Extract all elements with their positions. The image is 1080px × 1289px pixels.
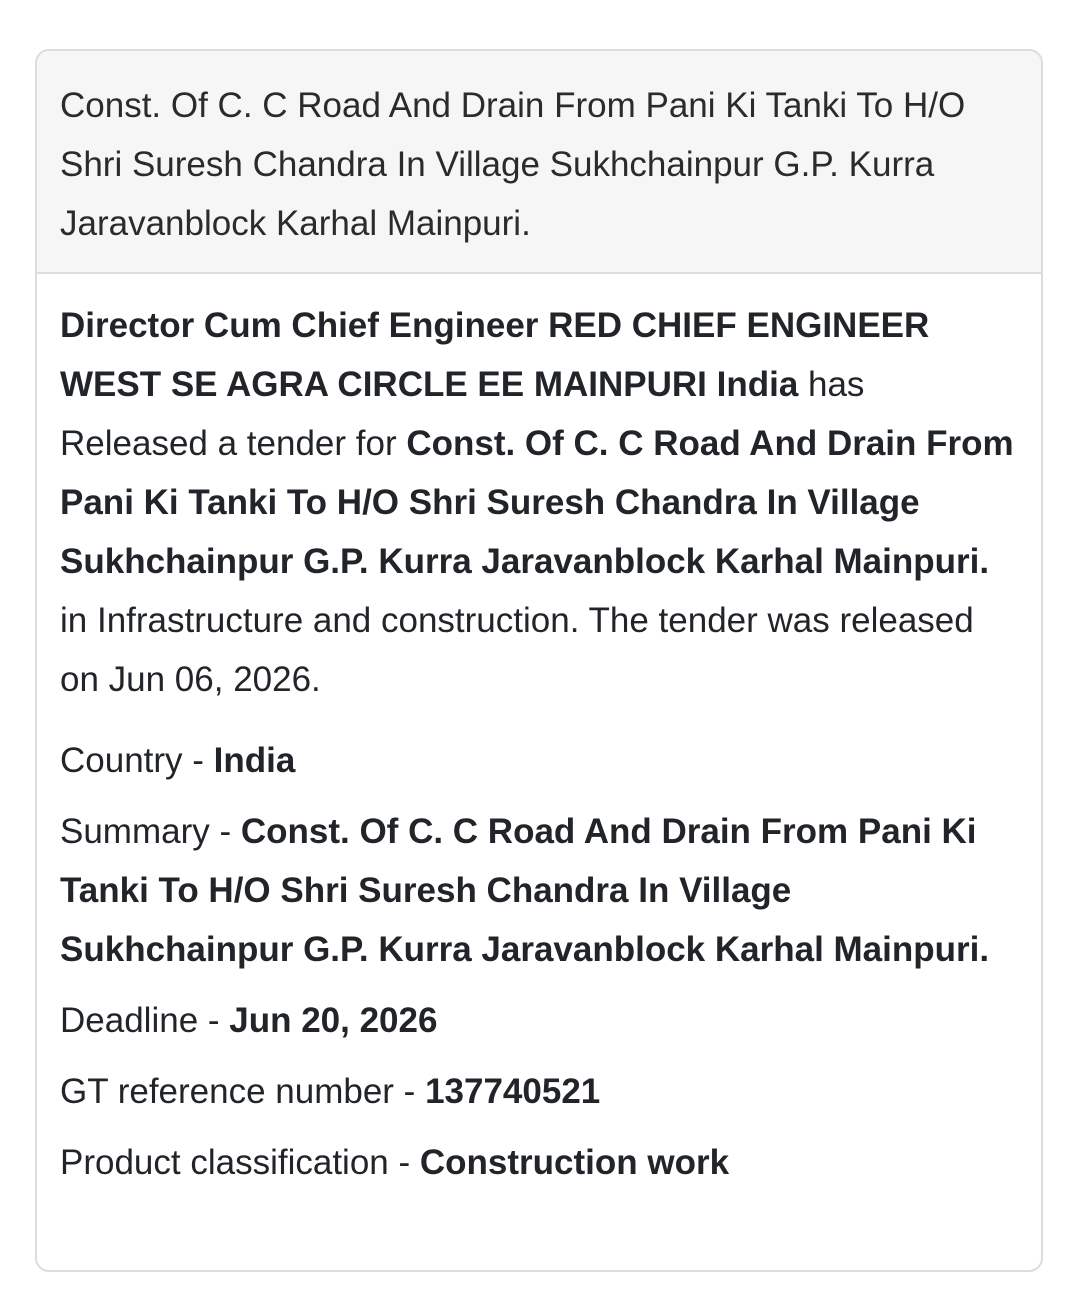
tender-card xyxy=(35,49,1043,1272)
issuer-name: Director Cum Chief Engineer RED CHIEF ENGINEER WEST SE AGRA CIRCLE EE MAINPURI India xyxy=(60,306,930,404)
country-label: Country - xyxy=(60,741,214,780)
classification-value: Construction work xyxy=(419,1143,730,1182)
deadline-label: Deadline - xyxy=(60,1001,230,1040)
summary-label: Summary - xyxy=(60,812,241,851)
tender-card-body xyxy=(37,274,1041,1192)
reference-value: 137740521 xyxy=(425,1072,601,1111)
deadline-row xyxy=(60,991,1019,1050)
classification-label: Product classification - xyxy=(60,1143,420,1182)
tender-description xyxy=(60,296,1019,709)
description-tender-title: Const. Of C. C Road And Drain From Pani Ki Tanki To H/O Shri Suresh Chandra In Village Sukhchainpur G.P. Kurra Jaravanblock Karhal Mainpuri. xyxy=(60,424,1014,581)
country-row xyxy=(60,731,1019,790)
description-sector-text: in Infrastructure and construction. The tender was released on Jun 06, 2026. xyxy=(60,601,974,699)
description-connector: has Released a tender for xyxy=(60,365,865,463)
classification-row xyxy=(60,1133,1019,1192)
tender-card-header xyxy=(37,51,1041,274)
country-value: India xyxy=(213,741,296,780)
summary-value: Const. Of C. C Road And Drain From Pani Ki Tanki To H/O Shri Suresh Chandra In Village Sukhchainpur G.P. Kurra Jaravanblock Karhal Mainpuri. xyxy=(60,812,990,969)
reference-label: GT reference number - xyxy=(60,1072,426,1111)
summary-row xyxy=(60,802,1019,979)
tender-title: Const. Of C. C Road And Drain From Pani Ki Tanki To H/O Shri Suresh Chandra In Village Sukhchainpur G.P. Kurra Jaravanblock Karhal Mainpuri. xyxy=(60,86,966,243)
reference-row xyxy=(60,1062,1019,1121)
deadline-value: Jun 20, 2026 xyxy=(229,1001,438,1040)
